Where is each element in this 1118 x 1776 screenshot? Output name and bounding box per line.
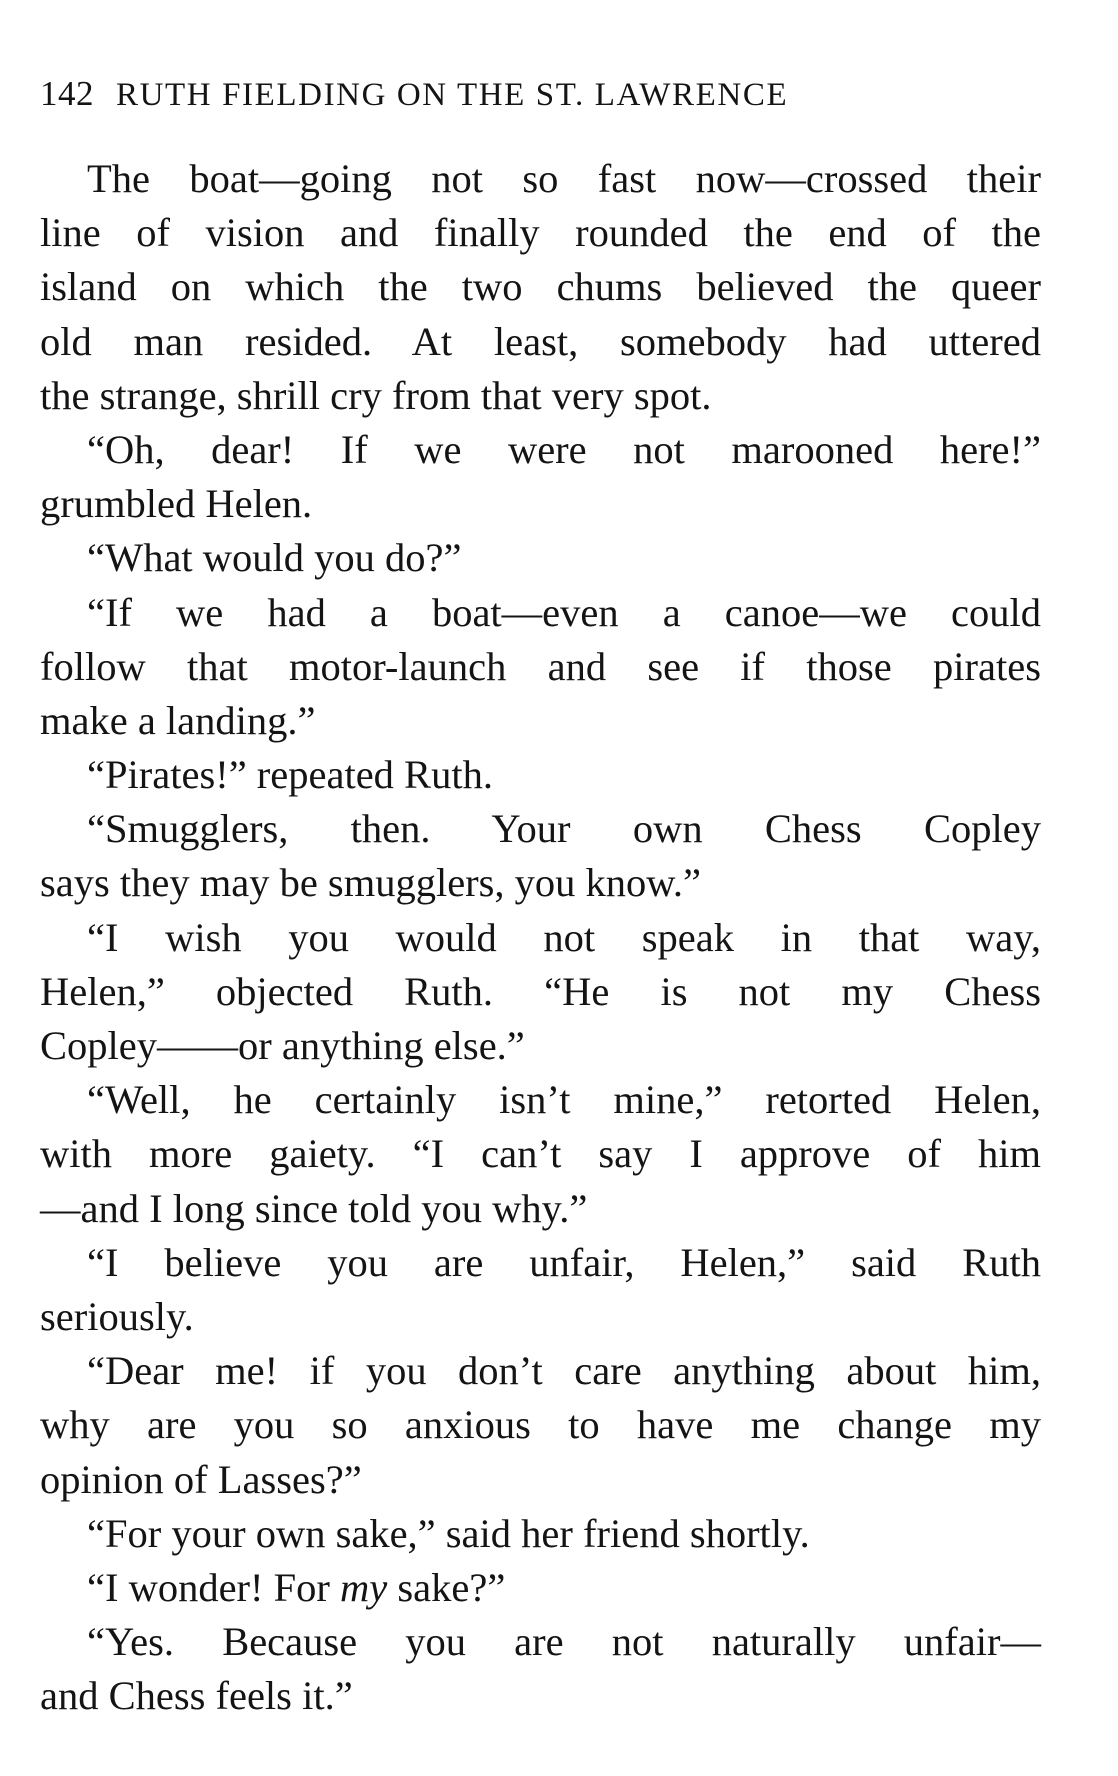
text-line: —and I long since told you why.” — [40, 1185, 588, 1231]
text-line: says they may be smugglers, you know.” — [40, 860, 702, 906]
text-line: opinion of Lasses?” — [40, 1456, 362, 1502]
text-line: and Chess feels it.” — [40, 1673, 353, 1719]
text-line: with more gaiety. “I can’t say I approve of him — [40, 1131, 1041, 1177]
page-number: 142 — [40, 74, 94, 113]
text-line: why are you so anxious to have me change my — [40, 1402, 1041, 1448]
text-line-segment: sake?” — [387, 1564, 506, 1610]
text-line: “I wish you would not speak in that way, — [87, 914, 1041, 960]
text-line — [40, 1561, 1041, 1615]
emphasis-text: my — [340, 1564, 388, 1610]
text-line: line of vision and finally rounded the end of the — [40, 210, 1041, 256]
text-line: Copley——or anything else.” — [40, 1023, 525, 1068]
text-line: The boat—going not so fast now—crossed their — [87, 156, 1041, 201]
text-line-segment: “I wonder! For — [87, 1564, 341, 1610]
text-line: follow that motor-launch and see if those pirates — [40, 643, 1041, 689]
text-line: “If we had a boat—even a canoe—we could — [87, 589, 1041, 635]
text-line: grumbled Helen. — [40, 481, 313, 527]
text-line: “Well, he certainly isn’t mine,” retorted Helen, — [87, 1077, 1041, 1123]
text-line: “Dear me! if you don’t care anything about him, — [87, 1348, 1041, 1394]
text-line: Helen,” objected Ruth. “He is not my Chess — [40, 968, 1041, 1014]
text-line: “Oh, dear! If we were not marooned here!” — [87, 426, 1041, 472]
text-line: make a landing.” — [40, 697, 316, 743]
running-head — [40, 74, 1040, 124]
text-line: “For your own sake,” said her friend shortly. — [87, 1510, 810, 1556]
text-line: “I believe you are unfair, Helen,” said Ruth — [87, 1239, 1041, 1285]
text-line: old man resided. At least, somebody had uttered — [40, 318, 1041, 364]
text-line: “Smugglers, then. Your own Chess Copley — [87, 806, 1041, 852]
text-line: “Pirates!” repeated Ruth. — [87, 752, 493, 798]
text-line: “What would you do?” — [87, 535, 462, 581]
text-line: island on which the two chums believed the queer — [40, 264, 1041, 310]
text-line: the strange, shrill cry from that very spot. — [40, 372, 712, 418]
running-title: RUTH FIELDING ON THE ST. LAWRENCE — [116, 77, 789, 113]
text-line: seriously. — [40, 1293, 194, 1339]
body-text — [40, 152, 1041, 1723]
text-line: “Yes. Because you are not naturally unfair— — [87, 1619, 1041, 1665]
